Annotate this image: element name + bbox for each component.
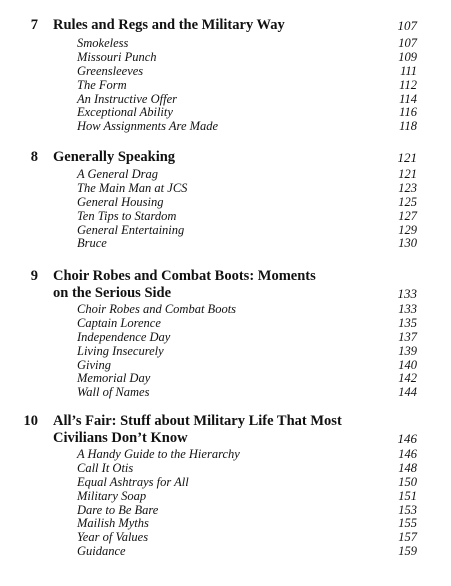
entry-title: Guidance [77,544,126,559]
chapter-page-number: 121 [397,150,417,165]
chapter-title: Rules and Regs and the Military Way [53,17,285,33]
entry-page-number: 140 [398,357,417,372]
chapter-heading [0,149,451,166]
entry-title: Living Insecurely [77,343,164,358]
chapter-title: Generally Speaking [53,149,176,165]
chapter-number: 9 [30,268,38,284]
entry-title: The Main Man at JCS [77,180,188,195]
toc-entry [0,120,451,134]
entry-title: Giving [77,357,112,372]
entry-title: Smokeless [77,36,129,50]
entry-page-number: 159 [398,544,417,559]
entry-page-number: 157 [398,530,417,545]
toc-entry [0,386,451,400]
entry-page-number: 109 [398,49,417,64]
entry-page-number: 144 [398,385,417,400]
toc-entry [0,106,451,120]
chapter-heading-continued [0,285,451,302]
entry-title: Year of Values [77,530,149,545]
toc-entry [0,210,451,224]
entry-title: Equal Ashtrays for All [77,474,189,489]
chapter-page-number: 133 [397,286,417,301]
chapter-title-continued: Civilians Don’t Know [53,430,188,446]
entry-page-number: 135 [398,315,417,330]
chapter-page-number: 107 [397,18,417,33]
entry-title: Mailish Myths [77,516,149,531]
chapter-heading [0,413,451,430]
entry-title: The Form [77,77,127,92]
chapter-8 [0,149,451,251]
entry-page-number: 151 [398,488,417,503]
toc-entry [0,51,451,65]
toc-entry [0,93,451,107]
entry-title: Military Soap [77,488,147,503]
entry-page-number: 142 [398,371,417,386]
entry-page-number: 123 [398,180,417,195]
toc-entry [0,317,451,331]
entry-title: An Instructive Offer [77,91,177,106]
chapter-items [0,303,451,400]
chapter-heading [0,17,451,34]
entry-page-number: 107 [398,36,417,50]
chapter-title: Choir Robes and Combat Boots: Moments [53,268,316,284]
entry-title: Bruce [77,236,107,251]
entry-page-number: 133 [398,302,417,316]
toc-entry [0,79,451,93]
entry-title: Independence Day [77,329,171,344]
entry-title: Missouri Punch [77,49,157,64]
entry-page-number: 148 [398,460,417,475]
entry-title: Memorial Day [77,371,151,386]
toc-entry [0,359,451,373]
chapter-7 [0,17,451,134]
entry-title: How Assignments Are Made [77,119,219,134]
entry-page-number: 111 [400,63,417,78]
entry-title: Call It Otis [77,460,134,475]
chapter-items [0,168,451,251]
entry-title: General Entertaining [77,222,185,237]
toc-entry [0,237,451,251]
chapter-title-continued: on the Serious Side [53,285,172,301]
entry-page-number: 150 [398,474,417,489]
chapter-number: 8 [30,149,38,165]
entry-page-number: 112 [399,77,417,92]
chapter-page-number: 146 [397,431,417,446]
chapter-heading-continued [0,430,451,447]
toc-entry [0,490,451,504]
entry-title: Choir Robes and Combat Boots [77,302,237,316]
chapter-title: All’s Fair: Stuff about Military Life That Most [53,413,342,429]
toc-entry [0,545,451,559]
toc-entry [0,531,451,545]
entry-page-number: 146 [398,447,417,461]
entry-title: Greensleeves [77,63,144,78]
chapter-number: 7 [30,17,38,33]
toc-entry [0,517,451,531]
chapter-10 [0,413,451,559]
entry-page-number: 153 [398,502,417,517]
toc-entry [0,224,451,238]
entry-page-number: 155 [398,516,417,531]
toc-entry [0,372,451,386]
entry-page-number: 118 [399,119,417,134]
entry-title: Ten Tips to Stardom [77,208,177,223]
toc-entry [0,345,451,359]
toc-entry [0,303,451,317]
entry-title: A General Drag [77,167,159,181]
toc-entry [0,196,451,210]
entry-page-number: 137 [398,329,417,344]
chapter-9 [0,268,451,400]
chapter-number: 10 [23,413,38,429]
toc-entry [0,65,451,79]
entry-title: Captain Lorence [77,315,161,330]
entry-page-number: 114 [399,91,417,106]
entry-title: Dare to Be Bare [77,502,159,517]
entry-title: A Handy Guide to the Hierarchy [77,447,240,461]
toc-entry [0,462,451,476]
chapter-items [0,448,451,559]
toc-entry [0,37,451,51]
toc-entry [0,476,451,490]
toc-entry [0,182,451,196]
entry-page-number: 130 [398,236,417,251]
entry-page-number: 127 [398,208,417,223]
entry-title: General Housing [77,194,164,209]
chapter-items [0,37,451,134]
entry-page-number: 139 [398,343,417,358]
toc-entry [0,331,451,345]
toc-entry [0,504,451,518]
entry-page-number: 125 [398,194,417,209]
chapter-heading [0,268,451,285]
toc-entry [0,168,451,182]
entry-title: Wall of Names [77,385,150,400]
entry-page-number: 121 [398,167,417,181]
entry-page-number: 116 [399,105,417,120]
entry-title: Exceptional Ability [77,105,173,120]
toc-entry [0,448,451,462]
entry-page-number: 129 [398,222,417,237]
